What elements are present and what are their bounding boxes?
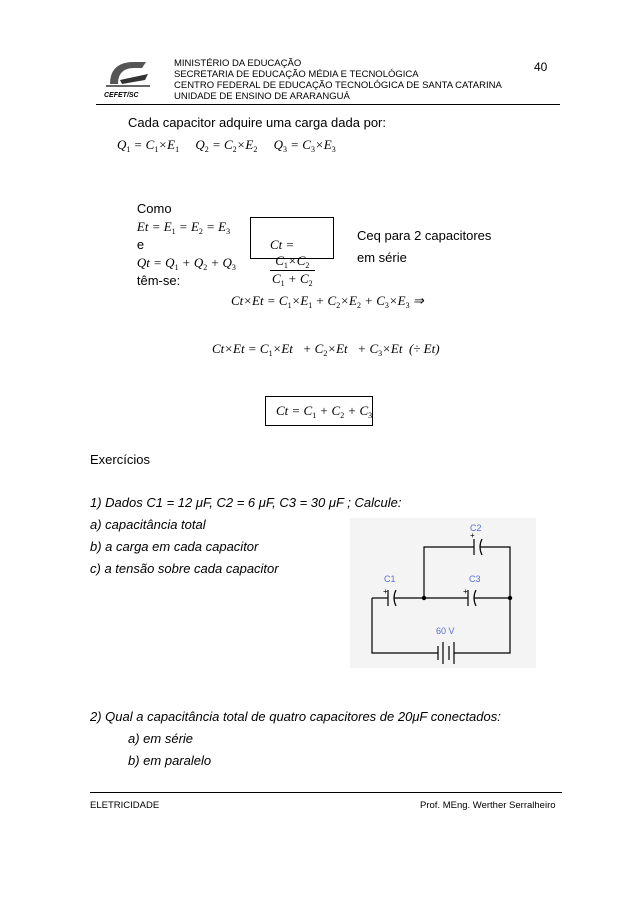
como-word: Como (136, 201, 172, 216)
e-word: e (136, 237, 145, 252)
ceq-note-line1: Ceq para 2 capacitores (357, 228, 492, 243)
c3-label: C3 (469, 574, 481, 584)
voltage-equation: $Et = E_1 = E_2 = E_3$ (136, 219, 231, 236)
ceq-note-line2: em série (357, 250, 407, 265)
ct-et-equation: $Ct\times Et = C_1\times E_1 + C_2\times E_2 + C_3\times E_3$ ⇒ (231, 293, 424, 310)
tem-se-word: têm-se: (136, 273, 181, 288)
c2-label: C2 (470, 523, 482, 533)
exercises-title: Exercícios (90, 452, 150, 467)
header-ministry: MINISTÉRIO DA EDUCAÇÃO (174, 58, 302, 69)
exercise-1-text: 1) Dados C1 = 12 μF, C2 = 6 μF, C3 = 30 μF ; Calcule: (90, 495, 402, 510)
c3-plus-sign: + (463, 587, 468, 596)
charge-equations: $Q_1 = C_1\times E_1$ $Q_2 = C_2\times E_2$ $Q_3 = C_3\times E_3$ (117, 137, 336, 154)
exercise-2-text: 2) Qual a capacitância total de quatro capacitores de 20μF conectados: (90, 709, 501, 724)
footer-divider (90, 792, 562, 793)
header-center: CENTRO FEDERAL DE EDUCAÇÃO TECNOLÓGICA DE SANTA CATARINA (174, 80, 502, 91)
exercise-1b: b) a carga em cada capacitor (90, 539, 259, 554)
ct-et-divide-equation: $Ct\times Et = C_1\times Et + C_2\times Et + C_3\times Et$ (÷ Et) (212, 341, 440, 358)
footer-left: ELETRICIDADE (90, 800, 160, 811)
c1-plus-sign: + (383, 587, 388, 596)
exercise-2a: a) em série (128, 731, 194, 746)
ct-parallel-formula-box: $Ct = C_1 + C_2 + C_3$ (265, 396, 373, 426)
circuit-diagram (350, 518, 536, 668)
header-secretariat: SECRETARIA DE EDUCAÇÃO MÉDIA E TECNOLÓGICA (174, 69, 419, 80)
logo-text: CEFET/SC (104, 92, 139, 99)
exercise-1c: c) a tensão sobre cada capacitor (90, 561, 279, 576)
header-divider (96, 104, 560, 105)
exercise-2b: b) em paralelo (128, 753, 212, 768)
ct-series-formula-box: Ct = $\frac{C_1\times C_2}{C_1 + C_2}$ (250, 217, 334, 259)
intro-text: Cada capacitor adquire uma carga dada por: (128, 115, 386, 130)
c2-plus-sign: + (470, 531, 475, 540)
c1-label: C1 (384, 574, 396, 584)
header-unit: UNIDADE DE ENSINO DE ARARANGUÁ (174, 91, 350, 102)
footer-right: Prof. MEng. Werther Serralheiro (420, 800, 556, 811)
como-line (128, 182, 236, 290)
page-number: 40 (534, 60, 548, 74)
exercise-1a: a) capacitância total (90, 517, 206, 532)
charge-sum-equation: $Qt = Q_1 + Q_2 + Q_3$ (136, 255, 236, 272)
source-label: 60 V (436, 626, 455, 636)
